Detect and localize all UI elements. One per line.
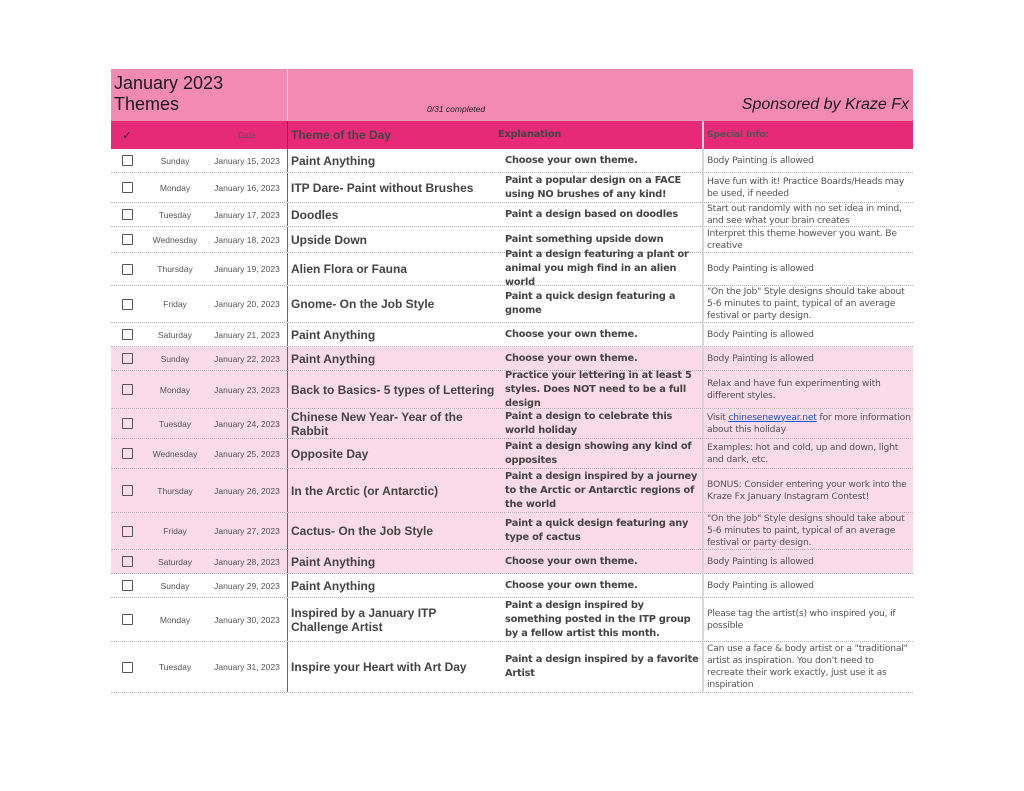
special-info-cell [702, 347, 913, 370]
special-info-cell [702, 253, 913, 285]
theme-cell [287, 469, 495, 512]
special-info-text: Body Painting is allowed [707, 263, 814, 274]
special-info-cell [702, 286, 913, 322]
sponsor-text: Sponsored by Kraze Fx [741, 96, 909, 113]
date-cell: January 16, 2023 [214, 182, 280, 193]
theme-cell [287, 550, 495, 573]
theme-cell [287, 149, 495, 172]
date-cell: January 25, 2023 [214, 448, 280, 459]
special-info-cell [702, 513, 913, 549]
checkbox-cell [111, 550, 143, 573]
done-checkbox[interactable] [122, 384, 133, 395]
date-cell: January 29, 2023 [214, 580, 280, 591]
theme-text: Inspired by a January ITP Challenge Artist [291, 605, 437, 634]
checkbox-cell [111, 469, 143, 512]
table-row [111, 439, 913, 469]
theme-text: ITP Dare- Paint without Brushes [291, 180, 474, 195]
theme-text: Chinese New Year- Year of the Rabbit [291, 409, 463, 438]
header-check-icon: ✓ [122, 129, 132, 142]
theme-text: Upside Down [291, 232, 368, 247]
explanation-text: Paint something upside down [505, 233, 664, 245]
day-cell: Sunday [160, 155, 190, 166]
theme-text: In the Arctic (or Antarctic) [291, 483, 439, 498]
theme-cell [287, 173, 495, 202]
checkbox-cell [111, 149, 143, 172]
table-row [111, 574, 913, 598]
table-row [111, 286, 913, 323]
done-checkbox[interactable] [122, 299, 133, 310]
special-info-cell [702, 598, 913, 641]
special-info-text: Interpret this theme however you want. Be creative [707, 227, 897, 251]
done-checkbox[interactable] [122, 614, 133, 625]
special-info-text: Body Painting is allowed [707, 352, 814, 364]
explanation-text: Paint a design inspired by a favorite Artist [505, 654, 699, 679]
checkbox-cell [111, 347, 143, 370]
table-row [111, 371, 913, 409]
special-info-text: Please tag the artist(s) who inspired you, if possible [707, 607, 896, 631]
explanation-cell [495, 286, 702, 322]
special-info-text: Examples: hot and cold, up and down, light and dark, etc. [707, 441, 899, 465]
theme-text: Gnome- On the Job Style [291, 297, 435, 311]
explanation-cell [495, 371, 702, 408]
day-cell: Monday [159, 614, 191, 625]
checkbox-cell [111, 439, 143, 468]
special-info-text: Relax and have fun experimenting with different styles. [707, 377, 881, 401]
info-prefix: Visit [707, 411, 729, 423]
theme-cell [287, 439, 495, 468]
day-cell: Thursday [157, 264, 193, 274]
explanation-cell [495, 347, 702, 370]
explanation-text: Choose your own theme. [505, 352, 638, 364]
day-cell: Sunday [160, 353, 190, 364]
special-info-cell [702, 550, 913, 573]
done-checkbox[interactable] [122, 264, 133, 275]
date-cell: January 28, 2023 [214, 556, 280, 567]
special-info-cell [702, 409, 913, 438]
explanation-cell [495, 203, 702, 226]
special-info-cell [702, 439, 913, 468]
day-cell: Thursday [157, 485, 193, 496]
special-info-text: Start out randomly with no set idea in mind, and see what your brain creates [707, 202, 902, 226]
theme-cell [287, 513, 495, 549]
special-info-text: Can use a face & body artist or a "traditional" artist as inspiration. You don't need to recreate their work exactly, just use it as inspiration [707, 643, 908, 690]
done-checkbox[interactable] [122, 329, 133, 340]
done-checkbox[interactable] [122, 556, 133, 567]
special-info-text: Body Painting is allowed [707, 328, 814, 340]
table-row [111, 203, 913, 227]
theme-rows [111, 149, 913, 693]
explanation-cell [495, 249, 702, 288]
header-special-info [702, 121, 913, 149]
table-row [111, 598, 913, 642]
day-cell: Friday [163, 299, 187, 309]
special-info-cell [702, 203, 913, 226]
column-header-row [111, 121, 913, 149]
special-info-text: BONUS: Consider entering your work into the Kraze Fx January Instagram Contest! [707, 478, 907, 502]
explanation-cell [495, 550, 702, 573]
explanation-cell [495, 323, 702, 346]
table-row [111, 173, 913, 203]
special-info-text: "On the Job" Style designs should take about 5-6 minutes to paint, typical of an average festival or party design. [707, 513, 905, 548]
theme-cell [287, 286, 495, 322]
header-theme [287, 121, 495, 149]
explanation-text: Practice your lettering in at least 5 styles. Does NOT need to be a full design [505, 369, 692, 409]
checkbox-cell [111, 598, 143, 641]
done-checkbox[interactable] [122, 353, 133, 364]
theme-cell [287, 409, 495, 438]
explanation-text: Paint a design featuring a plant or animal you migh find in an alien world [505, 249, 689, 288]
date-cell: January 17, 2023 [214, 209, 280, 220]
special-info-text: Body Painting is allowed [707, 579, 814, 591]
explanation-cell [495, 439, 702, 468]
theme-text: Paint Anything [291, 153, 376, 168]
special-info-cell [702, 574, 913, 597]
day-cell: Tuesday [158, 662, 192, 672]
explanation-text: Paint a design based on doodles [505, 208, 678, 220]
explanation-text: Paint a popular design on a FACE using NO brushes of any kind! [505, 174, 681, 200]
theme-text: Paint Anything [291, 351, 376, 366]
checkbox-cell [111, 642, 143, 692]
day-cell: Wednesday [152, 448, 198, 459]
completed-counter: 0/31 completed [427, 104, 486, 114]
theme-cell [287, 598, 495, 641]
theme-text: Alien Flora or Fauna [291, 262, 408, 276]
date-cell: January 26, 2023 [214, 485, 280, 496]
special-info-cell [702, 469, 913, 512]
day-cell: Tuesday [158, 418, 192, 429]
table-row [111, 550, 913, 574]
done-checkbox[interactable] [122, 155, 133, 166]
explanation-cell [495, 149, 702, 172]
checkbox-cell [111, 371, 143, 408]
table-row [111, 642, 913, 693]
theme-text: Paint Anything [291, 578, 376, 593]
theme-text: Doodles [291, 207, 339, 222]
special-info-cell [702, 642, 913, 692]
special-info-cell [702, 173, 913, 202]
explanation-cell [495, 173, 702, 202]
theme-text: Opposite Day [291, 446, 369, 461]
header-date: Date [238, 130, 256, 140]
explanation-text: Choose your own theme. [505, 579, 638, 591]
table-row [111, 249, 913, 288]
day-cell: Saturday [157, 329, 193, 340]
checkbox-cell [111, 574, 143, 597]
special-info-text: Have fun with it! Practice Boards/Heads may be used, if needed [707, 175, 905, 199]
table-row [111, 149, 913, 173]
header-theme-label: Theme of the Day [291, 128, 392, 142]
table-row [111, 347, 913, 371]
theme-text: Cactus- On the Job Style [291, 524, 434, 538]
checkbox-cell [111, 203, 143, 226]
explanation-text: Paint a design showing any kind of opposites [505, 440, 692, 466]
divider [287, 120, 703, 121]
done-checkbox[interactable] [122, 418, 133, 429]
special-info-cell [702, 227, 913, 252]
themes-sheet [111, 69, 913, 693]
checkbox-cell [111, 173, 143, 202]
theme-cell [287, 227, 495, 252]
explanation-text: Paint a design inspired by something posted in the ITP group by a fellow artist this month. [505, 599, 691, 639]
date-cell: January 20, 2023 [214, 299, 280, 309]
theme-cell [287, 347, 495, 370]
title-cell [111, 69, 288, 121]
explanation-text: Paint a quick design featuring any type of cactus [505, 518, 689, 543]
day-cell: Wednesday [152, 234, 198, 245]
date-cell: January 19, 2023 [214, 264, 280, 274]
theme-cell [287, 642, 495, 692]
explanation-text: Choose your own theme. [505, 328, 638, 340]
theme-text: Back to Basics- 5 types of Lettering [291, 382, 495, 397]
done-checkbox[interactable] [122, 526, 133, 537]
date-cell: January 30, 2023 [214, 614, 280, 625]
theme-cell [287, 574, 495, 597]
day-cell: Saturday [157, 556, 193, 567]
date-cell: January 22, 2023 [214, 353, 280, 364]
done-checkbox[interactable] [122, 182, 133, 193]
special-info-text: "On the Job" Style designs should take about 5-6 minutes to paint, typical of an average festival or party design. [707, 286, 905, 321]
done-checkbox[interactable] [122, 209, 133, 220]
date-cell: January 27, 2023 [214, 526, 280, 536]
date-cell: January 23, 2023 [214, 384, 280, 395]
date-cell: January 21, 2023 [214, 329, 280, 340]
theme-cell [287, 203, 495, 226]
theme-cell [287, 253, 495, 285]
checkbox-cell [111, 253, 143, 285]
explanation-text: Paint a design inspired by a journey to the Arctic or Antarctic regions of the world [505, 470, 698, 510]
theme-text: Paint Anything [291, 327, 376, 342]
explanation-cell [495, 409, 702, 438]
day-cell: Monday [159, 384, 191, 395]
explanation-text: Choose your own theme. [505, 555, 638, 567]
date-cell: January 31, 2023 [214, 662, 280, 672]
done-checkbox[interactable] [122, 448, 133, 459]
checkbox-cell [111, 409, 143, 438]
theme-text: Paint Anything [291, 554, 376, 569]
date-cell: January 15, 2023 [214, 155, 280, 166]
table-row [111, 469, 913, 513]
sheet-title: January 2023 Themes [114, 73, 224, 114]
info-link[interactable]: chinesenewyear.net [728, 411, 817, 423]
theme-cell [287, 371, 495, 408]
table-row [111, 409, 913, 439]
table-row [111, 513, 913, 550]
info-suffix: for more information about this holiday [707, 411, 911, 435]
done-checkbox[interactable] [122, 580, 133, 591]
done-checkbox[interactable] [122, 485, 133, 496]
done-checkbox[interactable] [122, 234, 133, 245]
title-bar [111, 69, 913, 121]
explanation-cell [495, 642, 702, 692]
day-cell: Sunday [160, 580, 190, 591]
date-cell: January 24, 2023 [214, 418, 280, 429]
theme-text: Inspire your Heart with Art Day [291, 660, 467, 674]
table-row [111, 323, 913, 347]
day-cell: Tuesday [158, 209, 192, 220]
explanation-cell [495, 574, 702, 597]
checkbox-cell [111, 513, 143, 549]
date-cell: January 18, 2023 [214, 234, 280, 245]
special-info-text [707, 412, 913, 436]
header-special-label: Special Info: [707, 129, 769, 140]
special-info-cell [702, 149, 913, 172]
explanation-text: Choose your own theme. [505, 154, 638, 166]
explanation-text: Paint a quick design featuring a gnome [505, 291, 676, 316]
day-cell: Monday [159, 182, 191, 193]
explanation-cell [495, 513, 702, 549]
checkbox-cell [111, 323, 143, 346]
special-info-text: Body Painting is allowed [707, 154, 814, 166]
header-explanation: Explanation [498, 129, 562, 140]
explanation-cell [495, 598, 702, 641]
explanation-cell [495, 469, 702, 512]
done-checkbox[interactable] [122, 662, 133, 673]
special-info-text: Body Painting is allowed [707, 555, 814, 567]
special-info-cell [702, 371, 913, 408]
theme-cell [287, 323, 495, 346]
explanation-text: Paint a design to celebrate this world holiday [505, 410, 673, 436]
checkbox-cell [111, 227, 143, 252]
checkbox-cell [111, 286, 143, 322]
special-info-cell [702, 323, 913, 346]
day-cell: Friday [163, 526, 187, 536]
